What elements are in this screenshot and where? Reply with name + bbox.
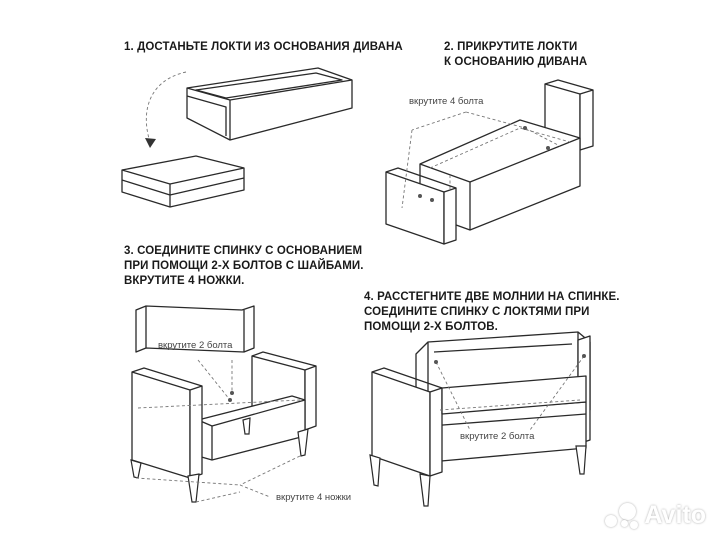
step-4-title: 4. РАССТЕГНИТЕ ДВЕ МОЛНИИ НА СПИНКЕ. СОЕДИНИТЕ СПИНКУ С ЛОКТЯМИ ПРИ ПОМОЩИ 2-Х БОЛТОВ. — [364, 291, 620, 333]
step-3-legs-note: вкрутите 4 ножки — [276, 492, 352, 503]
step-3-drawing — [131, 306, 316, 502]
step-2-bolts-note: вкрутите 4 болта — [409, 96, 484, 107]
step-3-title: 3. СОЕДИНИТЕ СПИНКУ С ОСНОВАНИЕМ ПРИ ПОМОЩИ 2-Х БОЛТОВ С ШАЙБАМИ. ВКРУТИТЕ 4 НОЖКИ. — [124, 245, 364, 287]
step-1-drawing — [122, 68, 352, 207]
step-2-title: 2. ПРИКРУТИТЕ ЛОКТИ К ОСНОВАНИЮ ДИВАНА — [444, 41, 588, 68]
avito-logo-icon — [605, 503, 639, 529]
avito-watermark — [605, 501, 706, 530]
step-4-bolts-note: вкрутите 2 болта — [460, 431, 535, 442]
step-1-title: 1. ДОСТАНЬТЕ ЛОКТИ ИЗ ОСНОВАНИЯ ДИВАНА — [124, 41, 403, 53]
step-4-drawing — [370, 332, 590, 506]
avito-watermark-text: Avito — [644, 501, 706, 529]
step-3-bolts-note: вкрутите 2 болта — [158, 340, 233, 351]
